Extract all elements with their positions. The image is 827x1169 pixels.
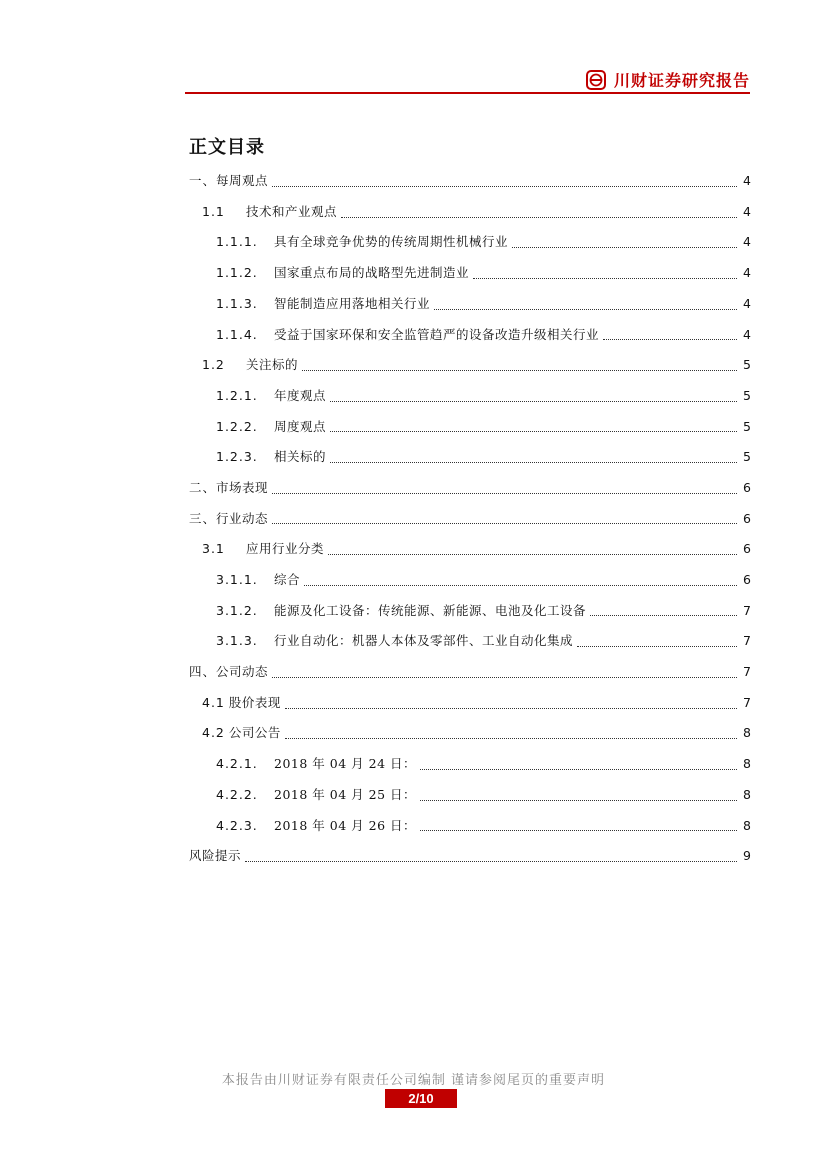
toc-entry-number: 4.2.3. xyxy=(216,817,258,833)
toc-entry[interactable] xyxy=(189,289,751,320)
dot-leader xyxy=(272,677,737,678)
toc-entry-page: 6 xyxy=(743,541,751,557)
toc-entry-number: 1.1.4. xyxy=(216,326,258,342)
dot-leader xyxy=(245,861,737,862)
dot-leader xyxy=(328,554,737,555)
toc-entry[interactable] xyxy=(189,718,751,749)
toc-entry-page: 4 xyxy=(743,234,751,250)
toc-entry-page: 5 xyxy=(743,418,751,434)
toc-entry-page: 4 xyxy=(743,295,751,311)
toc-entry-label: 公司动态 xyxy=(216,664,269,680)
toc-entry[interactable] xyxy=(189,504,751,535)
company-logo-icon xyxy=(586,70,606,90)
page-header xyxy=(185,64,750,94)
toc-entry-page: 7 xyxy=(743,664,751,680)
toc-entry-label: 2018 年 04 月 26 日： xyxy=(274,817,416,833)
toc-entry-page: 6 xyxy=(743,510,751,526)
toc-entry[interactable] xyxy=(189,688,751,719)
toc-entry[interactable] xyxy=(189,350,751,381)
toc-entry[interactable] xyxy=(189,166,751,197)
toc-entry[interactable] xyxy=(189,626,751,657)
toc-entry[interactable] xyxy=(189,596,751,627)
toc-entry-number: 4.2 xyxy=(202,725,225,741)
toc-entry-label: 股价表现 xyxy=(228,694,281,710)
toc-entry-number: 1.1 xyxy=(202,203,225,219)
toc-entry-label: 相关标的 xyxy=(274,449,327,465)
toc-entry[interactable] xyxy=(189,841,751,872)
toc-entry-label: 国家重点布局的战略型先进制造业 xyxy=(274,265,470,281)
dot-leader xyxy=(330,401,737,402)
toc-entry-label: 年度观点 xyxy=(274,387,327,403)
toc-entry-number: 3.1 xyxy=(202,541,225,557)
toc-entry-label: 行业自动化：机器人本体及零部件、工业自动化集成 xyxy=(274,633,574,649)
toc-entry[interactable] xyxy=(189,780,751,811)
toc-entry-label: 关注标的 xyxy=(246,357,299,373)
brand xyxy=(586,68,750,91)
toc-entry-label: 受益于国家环保和安全监管趋严的设备改造升级相关行业 xyxy=(274,326,600,342)
toc-entry-page: 5 xyxy=(743,357,751,373)
dot-leader xyxy=(272,493,737,494)
toc-entry-number: 三、 xyxy=(189,510,217,526)
footer-disclaimer: 本报告由川财证券有限责任公司编制 谨请参阅尾页的重要声明 xyxy=(221,1073,606,1088)
toc-entry-number: 4.1 xyxy=(202,694,225,710)
toc-entry-label: 风险提示 xyxy=(189,848,242,864)
dot-leader xyxy=(603,339,737,340)
toc-entry[interactable] xyxy=(189,810,751,841)
toc-entry-label: 应用行业分类 xyxy=(246,541,325,557)
toc-entry-page: 6 xyxy=(743,572,751,588)
dot-leader xyxy=(330,462,737,463)
toc-entry-page: 7 xyxy=(743,602,751,618)
toc-entry-number: 1.2 xyxy=(202,357,225,373)
toc-entry[interactable] xyxy=(189,534,751,565)
toc-entry-number: 4.2.2. xyxy=(216,786,258,802)
toc-entry[interactable] xyxy=(189,381,751,412)
toc-entry-label: 市场表现 xyxy=(216,479,269,495)
dot-leader xyxy=(272,523,737,524)
dot-leader xyxy=(341,217,737,218)
toc-entry-page: 8 xyxy=(743,817,751,833)
toc-entry-number: 四、 xyxy=(189,664,217,680)
dot-leader xyxy=(473,278,737,279)
toc-entry-label: 每周观点 xyxy=(216,173,269,189)
toc-entry-page: 5 xyxy=(743,449,751,465)
toc-entry[interactable] xyxy=(189,197,751,228)
brand-name: 川财证券研究报告 xyxy=(613,71,750,90)
header-divider xyxy=(185,92,750,94)
toc-entry-number: 1.2.3. xyxy=(216,449,258,465)
toc-entry-page: 7 xyxy=(743,694,751,710)
toc-entry-number: 1.1.1. xyxy=(216,234,258,250)
toc-entry[interactable] xyxy=(189,319,751,350)
toc-entry-label: 周度观点 xyxy=(274,418,327,434)
toc-entry-number: 一、 xyxy=(189,173,217,189)
toc-entry-label: 具有全球竞争优势的传统周期性机械行业 xyxy=(274,234,509,250)
toc-entry-label: 综合 xyxy=(274,572,301,588)
toc-entry[interactable] xyxy=(189,473,751,504)
toc-entry-number: 1.1.3. xyxy=(216,295,258,311)
toc-entry[interactable] xyxy=(189,657,751,688)
toc-entry-label: 2018 年 04 月 24 日： xyxy=(274,756,416,772)
dot-leader xyxy=(272,186,737,187)
dot-leader xyxy=(285,708,737,709)
toc-entry[interactable] xyxy=(189,258,751,289)
dot-leader xyxy=(420,800,737,801)
toc-title: 正文目录 xyxy=(189,137,265,158)
dot-leader xyxy=(590,615,737,616)
dot-leader xyxy=(577,646,737,647)
dot-leader xyxy=(512,247,737,248)
toc-entry-page: 4 xyxy=(743,265,751,281)
toc-entry-number: 3.1.1. xyxy=(216,572,258,588)
dot-leader xyxy=(285,738,737,739)
toc-entry-label: 行业动态 xyxy=(216,510,269,526)
page-indicator: 2/10 xyxy=(385,1089,457,1108)
toc-entry-number: 3.1.3. xyxy=(216,633,258,649)
toc-entry-page: 5 xyxy=(743,387,751,403)
dot-leader xyxy=(434,309,737,310)
dot-leader xyxy=(420,769,737,770)
toc-entry-label: 智能制造应用落地相关行业 xyxy=(274,295,431,311)
toc-entry-number: 1.2.1. xyxy=(216,387,258,403)
toc-entry-page: 4 xyxy=(743,173,751,189)
toc-entry-number: 4.2.1. xyxy=(216,756,258,772)
toc-entry-page: 6 xyxy=(743,479,751,495)
toc-entry[interactable] xyxy=(189,412,751,443)
dot-leader xyxy=(330,431,737,432)
toc-entry-number: 1.1.2. xyxy=(216,265,258,281)
toc-entry-page: 8 xyxy=(743,786,751,802)
toc-entry[interactable] xyxy=(189,565,751,596)
toc-entry-page: 4 xyxy=(743,326,751,342)
dot-leader xyxy=(420,830,737,831)
toc-entry-page: 9 xyxy=(743,848,751,864)
toc-entry-number: 3.1.2. xyxy=(216,602,258,618)
toc-entry-number: 二、 xyxy=(189,479,217,495)
toc-entry-label: 2018 年 04 月 25 日： xyxy=(274,786,416,802)
toc-entry-number: 1.2.2. xyxy=(216,418,258,434)
toc-entry-label: 公司公告 xyxy=(228,725,281,741)
toc-entry-page: 4 xyxy=(743,203,751,219)
toc-entry[interactable] xyxy=(189,227,751,258)
toc-entry[interactable] xyxy=(189,442,751,473)
toc-entry-page: 8 xyxy=(743,756,751,772)
table-of-contents xyxy=(189,166,751,872)
toc-entry-page: 8 xyxy=(743,725,751,741)
toc-entry[interactable] xyxy=(189,749,751,780)
dot-leader xyxy=(304,585,737,586)
toc-entry-label: 技术和产业观点 xyxy=(246,203,338,219)
toc-entry-label: 能源及化工设备：传统能源、新能源、电池及化工设备 xyxy=(274,602,587,618)
toc-entry-page: 7 xyxy=(743,633,751,649)
dot-leader xyxy=(302,370,737,371)
